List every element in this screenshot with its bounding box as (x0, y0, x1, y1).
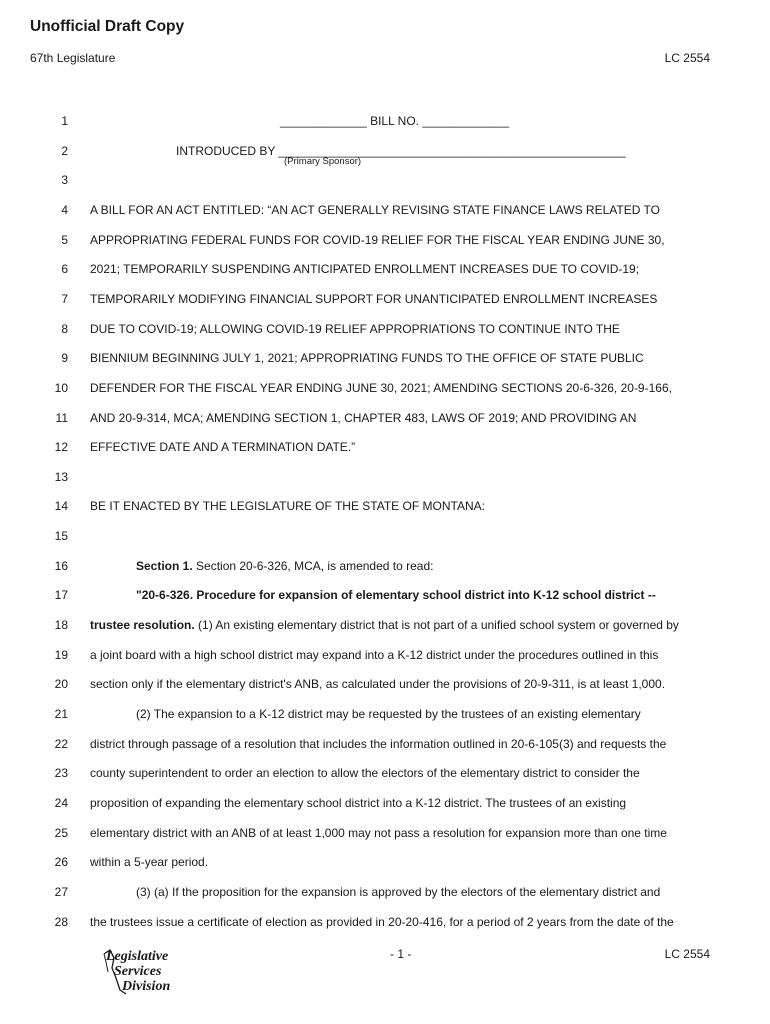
text-run: (2) The expansion to a K-12 district may be requested by the trustees of an existing elementary (136, 707, 641, 721)
line-number: 17 (54, 588, 68, 602)
bold-text: Section 1. (136, 559, 193, 573)
legislative-services-logo (100, 948, 190, 998)
text-run: A BILL FOR AN ACT ENTITLED: “AN ACT GENERALLY REVISING STATE FINANCE LAWS RELATED TO (90, 203, 660, 217)
lc-number-footer: LC 2554 (664, 947, 710, 961)
line-text (90, 499, 485, 513)
line-text (136, 885, 660, 899)
line-text (90, 351, 644, 365)
line-text (90, 203, 660, 217)
line-number: 23 (54, 766, 68, 780)
line-number: 3 (61, 173, 68, 187)
text-run: DEFENDER FOR THE FISCAL YEAR ENDING JUNE 30, 2021; AMENDING SECTIONS 20-6-326, 20-9-166, (90, 381, 672, 395)
text-run: the trustees issue a certificate of election as provided in 20-20-416, for a period of 2 years from the date of the (90, 915, 674, 929)
text-run: INTRODUCED BY ____________________________________________________ (176, 144, 626, 158)
line-text (90, 262, 639, 276)
text-run: a joint board with a high school district may expand into a K-12 district under the procedures outlined in this (90, 648, 659, 662)
line-number: 7 (61, 292, 68, 306)
text-run: BE IT ENACTED BY THE LEGISLATURE OF THE STATE OF MONTANA: (90, 499, 485, 513)
line-number: 11 (55, 411, 68, 425)
line-text (176, 144, 626, 158)
line-number: 1 (61, 114, 68, 128)
line-text (90, 766, 640, 780)
line-number: 4 (61, 203, 68, 217)
line-number: 13 (54, 470, 68, 484)
line-text (90, 855, 208, 869)
line-number: 10 (54, 381, 68, 395)
line-number: 16 (54, 559, 68, 573)
text-run: proposition of expanding the elementary school district into a K-12 district. The trustees of an existing (90, 796, 627, 810)
line-text (90, 381, 672, 395)
text-run: DUE TO COVID-19; ALLOWING COVID-19 RELIEF APPROPRIATIONS TO CONTINUE INTO THE (90, 322, 620, 336)
sponsor-note: (Primary Sponsor) (284, 156, 362, 167)
line-text (90, 677, 665, 691)
line-text (90, 322, 620, 336)
line-number: 2 (61, 144, 68, 158)
lc-number-header: LC 2554 (664, 51, 710, 65)
line-text (90, 648, 658, 662)
line-text (90, 440, 355, 454)
line-number: 24 (54, 796, 68, 810)
line-text (90, 292, 657, 306)
line-number: 5 (61, 233, 68, 247)
text-run: section only if the elementary district's ANB, as calculated under the provisions of 20-9-311, is at least 1,000. (90, 677, 666, 691)
line-number: 8 (61, 322, 68, 336)
text-run: (3) (a) If the proposition for the expansion is approved by the electors of the elementary district and (136, 885, 661, 899)
text-run: AND 20-9-314, MCA; AMENDING SECTION 1, CHAPTER 483, LAWS OF 2019; AND PROVIDING AN (90, 411, 637, 425)
line-text (280, 114, 509, 128)
line-number: 20 (54, 677, 68, 691)
line-number: 28 (54, 915, 68, 929)
logo-text-services: Services (114, 964, 162, 979)
line-text (90, 233, 665, 247)
line-number: 9 (61, 351, 68, 365)
text-run: elementary district with an ANB of at least 1,000 may not pass a resolution for expansion more than one time (90, 826, 667, 840)
line-number: 25 (54, 826, 68, 840)
page-number: - 1 - (390, 947, 412, 961)
logo-text-division: Division (122, 979, 171, 994)
line-number: 27 (54, 885, 68, 899)
line-text (90, 915, 674, 929)
text-run: TEMPORARILY MODIFYING FINANCIAL SUPPORT FOR UNANTICIPATED ENROLLMENT INCREASES (90, 292, 658, 306)
line-number: 26 (54, 855, 68, 869)
line-number: 6 (61, 262, 68, 276)
text-run: within a 5-year period. (90, 855, 209, 869)
line-text (90, 411, 636, 425)
text-run: 2021; TEMPORARILY SUSPENDING ANTICIPATED ENROLLMENT INCREASES DUE TO COVID-19; (90, 262, 640, 276)
line-text (136, 707, 641, 721)
text-run: county superintendent to order an election to allow the electors of the elementary district to consider the (90, 766, 640, 780)
text-run: EFFECTIVE DATE AND A TERMINATION DATE.” (90, 440, 356, 454)
text-run: _____________ BILL NO. _____________ (280, 114, 510, 128)
bold-text: "20-6-326. Procedure for expansion of elementary school district into K-12 school district -- (136, 588, 656, 602)
line-number: 12 (54, 440, 68, 454)
line-number: 22 (54, 737, 68, 751)
text-run: (1) An existing elementary district that is not part of a unified school system or governed by (194, 618, 679, 632)
line-number: 19 (54, 648, 68, 662)
text-run: APPROPRIATING FEDERAL FUNDS FOR COVID-19 RELIEF FOR THE FISCAL YEAR ENDING JUNE 30, (90, 233, 665, 247)
text-run: BIENNIUM BEGINNING JULY 1, 2021; APPROPRIATING FUNDS TO THE OFFICE OF STATE PUBLIC (90, 351, 644, 365)
line-text (136, 559, 433, 573)
line-text (90, 826, 667, 840)
line-text (90, 737, 666, 751)
legislature-label: 67th Legislature (30, 51, 116, 65)
line-number: 21 (54, 707, 68, 721)
line-text (90, 618, 679, 632)
line-text (90, 796, 626, 810)
draft-title: Unofficial Draft Copy (30, 18, 185, 35)
line-number: 18 (54, 618, 68, 632)
text-run: district through passage of a resolution that includes the information outlined in 20-6-105(3) and requests the (90, 737, 667, 751)
line-number: 15 (54, 529, 68, 543)
line-number: 14 (54, 499, 68, 513)
text-run: Section 20-6-326, MCA, is amended to read: (192, 559, 434, 573)
bold-text: trustee resolution. (90, 618, 195, 632)
line-text (136, 588, 656, 602)
logo-text-legislative: Legislative (106, 949, 169, 964)
